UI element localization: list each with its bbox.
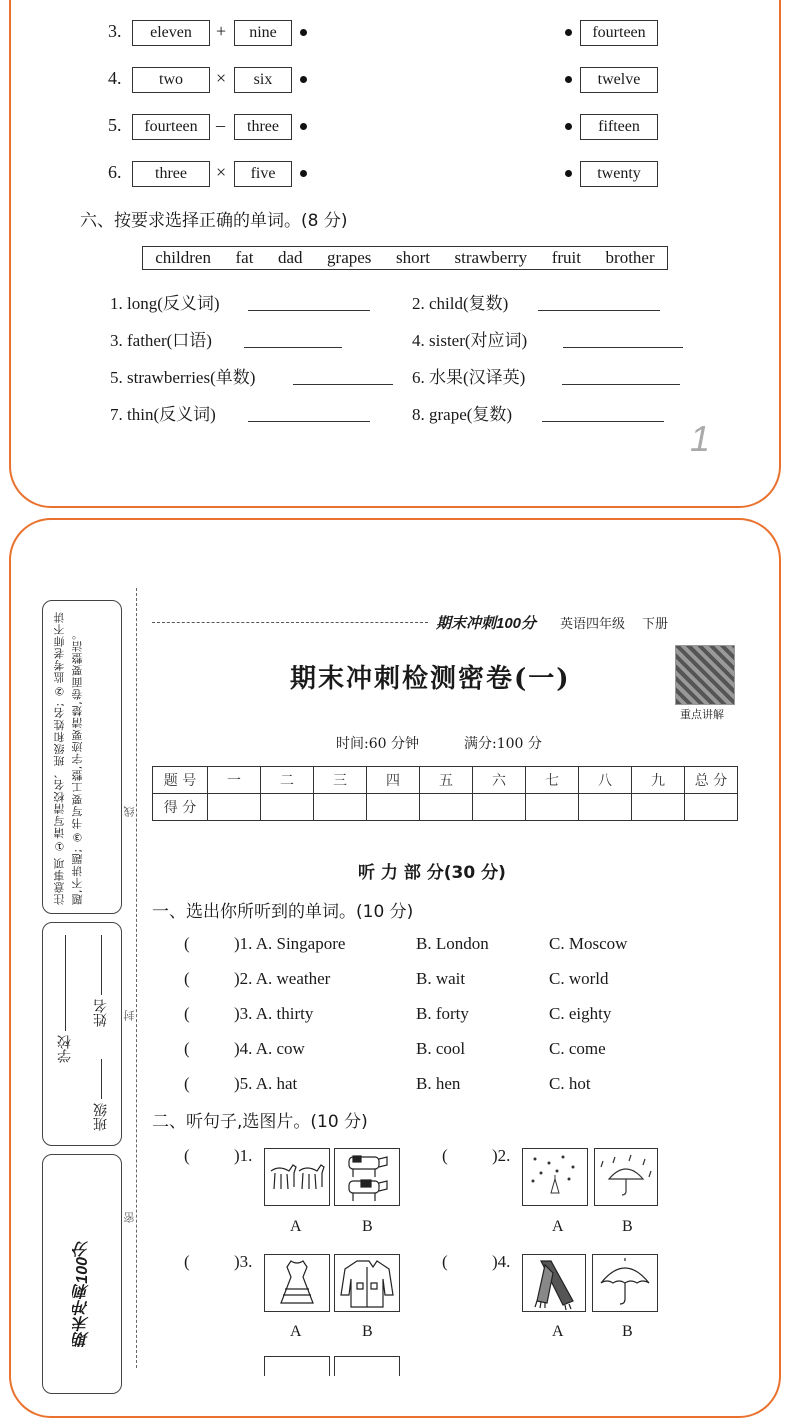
header-volume: 下册 (642, 617, 669, 632)
paren-open: ( (184, 969, 190, 988)
option-b-label: B (362, 1323, 373, 1340)
section-column-header: 七 (526, 767, 579, 794)
question-number: )4. (492, 1252, 511, 1271)
qr-code-icon[interactable] (675, 645, 735, 705)
header-subject: 英语四年级 (560, 617, 626, 632)
answer-blank[interactable] (248, 421, 370, 422)
name-blank[interactable] (101, 935, 102, 995)
match-dot-left[interactable] (300, 76, 307, 83)
section-column-header: 一 (208, 767, 261, 794)
option-b: B. wait (416, 969, 466, 988)
row-header: 得 分 (153, 794, 208, 821)
option-b-label: B (622, 1218, 633, 1235)
snow-picture[interactable] (522, 1148, 588, 1206)
word-bank-word: brother (605, 248, 655, 267)
item-7: 7. thin(反义词) (110, 405, 216, 424)
page-number: 1 (690, 418, 711, 459)
class-label: 班级 (93, 1103, 109, 1131)
option-b-label: B (622, 1323, 633, 1340)
paren-open: ( (184, 1004, 190, 1023)
question-number: )1. (234, 1146, 253, 1165)
operator: + (216, 21, 227, 41)
match-dot-right[interactable] (565, 123, 572, 130)
option-c: C. hot (549, 1074, 591, 1093)
question-number: 6. (108, 162, 122, 182)
question-number: 3. (108, 21, 122, 41)
operator: × (216, 162, 227, 182)
row-header: 题 号 (153, 767, 208, 794)
answer-box: twelve (580, 67, 658, 93)
qr-caption: 重点讲解 (680, 708, 724, 721)
item-2: 2. child(复数) (412, 294, 509, 313)
horses-picture[interactable] (264, 1148, 330, 1206)
question-number: )3. (234, 1252, 253, 1271)
match-dot-right[interactable] (565, 76, 572, 83)
option-a-label: A (290, 1323, 302, 1340)
header-brand: 期末冲刺100分 (436, 615, 537, 632)
answer-blank[interactable] (538, 310, 660, 311)
header-rule (152, 622, 428, 623)
option-c: C. eighty (549, 1004, 612, 1023)
option-a-label: A (552, 1323, 564, 1340)
section-column-header: 四 (367, 767, 420, 794)
match-dot-right[interactable] (565, 170, 572, 177)
score-table-header-row (153, 767, 738, 794)
paren-open: ( (184, 1252, 190, 1271)
answer-box: fourteen (580, 20, 658, 46)
student-info-box (42, 922, 122, 1146)
operand-b-box: nine (234, 20, 292, 46)
word-bank-word: children (155, 248, 211, 267)
paren-open: ( (184, 1146, 190, 1165)
operand-a-box: eleven (132, 20, 210, 46)
score-cell[interactable] (473, 794, 526, 821)
option-b: B. forty (416, 1004, 469, 1023)
answer-blank[interactable] (293, 384, 393, 385)
next-picture[interactable] (334, 1356, 400, 1376)
option-b: B. London (416, 934, 489, 953)
match-dot-right[interactable] (565, 29, 572, 36)
cut-mark-secret: 密 (123, 1212, 136, 1223)
word-bank (142, 246, 668, 270)
option-a: )3. A. thirty (234, 1004, 314, 1023)
cut-mark-line: 线 (123, 806, 136, 817)
option-c: C. Moscow (549, 934, 628, 953)
item-1: 1. long(反义词) (110, 294, 220, 313)
option-b: B. hen (416, 1074, 461, 1093)
paren-open: ( (184, 934, 190, 953)
word-bank-word: fat (235, 248, 254, 267)
option-c: C. world (549, 969, 609, 988)
umbrella-picture[interactable] (592, 1254, 658, 1312)
school-label: 学校 (57, 1035, 73, 1063)
operator: – (216, 115, 225, 135)
section-column-header: 八 (579, 767, 632, 794)
word-bank-word: grapes (327, 248, 372, 267)
answer-box: fifteen (580, 114, 658, 140)
score-cell[interactable] (314, 794, 367, 821)
paren-open: ( (184, 1039, 190, 1058)
section-one-title: 一、选出你所听到的单词。(10 分) (152, 902, 414, 922)
next-picture[interactable] (264, 1356, 330, 1376)
word-bank-word: fruit (551, 248, 581, 267)
side-brand: 期末冲刺100分 (74, 1241, 91, 1348)
option-b: B. cool (416, 1039, 466, 1058)
item-6: 6. 水果(汉译英) (412, 368, 526, 387)
option-a-label: A (552, 1218, 564, 1235)
score-cell[interactable] (420, 794, 473, 821)
cut-line (136, 588, 137, 1368)
score-cell[interactable] (685, 794, 738, 821)
jacket-picture[interactable] (334, 1254, 400, 1312)
item-3: 3. father(口语) (110, 331, 212, 350)
option-a-label: A (290, 1218, 302, 1235)
score-cell[interactable] (579, 794, 632, 821)
item-5: 5. strawberries(单数) (110, 368, 256, 387)
name-label: 姓名 (93, 999, 109, 1027)
section-six-title: 六、按要求选择正确的单词。(8 分) (80, 211, 348, 231)
answer-blank[interactable] (244, 347, 342, 348)
item-8: 8. grape(复数) (412, 405, 513, 424)
answer-blank[interactable] (562, 384, 680, 385)
listening-section-title: 听 力 部 分(30 分) (358, 863, 506, 883)
section-two-title: 二、听句子,选图片。(10 分) (152, 1112, 368, 1132)
operator: × (216, 68, 227, 88)
operand-a-box: three (132, 161, 210, 187)
notes-text: 注意事项 ①请写清校名、班级和姓名; ②监考老师不讲题,不讲题; ③书写要工整,字迹要清楚,卷面要整洁。 (53, 611, 84, 905)
answer-blank[interactable] (542, 421, 664, 422)
answer-blank[interactable] (248, 310, 370, 311)
operand-a-box: fourteen (132, 114, 210, 140)
section-column-header: 六 (473, 767, 526, 794)
score-cell[interactable] (632, 794, 685, 821)
paren-open: ( (184, 1074, 190, 1093)
match-dot-left[interactable] (300, 170, 307, 177)
score-cell[interactable] (261, 794, 314, 821)
score-cell[interactable] (367, 794, 420, 821)
brand-box (42, 1154, 122, 1394)
word-bank-word: strawberry (454, 248, 528, 267)
cows-picture[interactable] (334, 1148, 400, 1206)
answer-box: twenty (580, 161, 658, 187)
time-info: 时间:60 分钟 (336, 736, 419, 752)
section-column-header: 总 分 (685, 767, 738, 794)
rain-umbrella-picture[interactable] (594, 1148, 658, 1206)
section-column-header: 三 (314, 767, 367, 794)
operand-b-box: five (234, 161, 292, 187)
operand-a-box: two (132, 67, 210, 93)
operand-b-box: three (234, 114, 292, 140)
question-number: )2. (492, 1146, 511, 1165)
section-column-header: 五 (420, 767, 473, 794)
dress-picture[interactable] (264, 1254, 330, 1312)
operand-b-box: six (234, 67, 292, 93)
cut-mark-seal: 封 (123, 1010, 136, 1021)
answer-blank[interactable] (563, 347, 683, 348)
match-dot-left[interactable] (300, 123, 307, 130)
score-info: 满分:100 分 (464, 736, 542, 752)
option-a: )5. A. hat (234, 1074, 298, 1093)
question-number: 5. (108, 115, 122, 135)
section-column-header: 二 (261, 767, 314, 794)
paren-open: ( (442, 1146, 448, 1165)
option-a: )1. A. Singapore (234, 934, 346, 953)
exam-title: 期末冲刺检测密卷(一) (290, 664, 571, 694)
word-bank-word: dad (277, 248, 303, 267)
match-dot-left[interactable] (300, 29, 307, 36)
school-blank[interactable] (65, 935, 66, 1031)
scarf-picture[interactable] (522, 1254, 586, 1312)
notes-box (42, 600, 122, 914)
option-c: C. come (549, 1039, 606, 1058)
question-number: 4. (108, 68, 122, 88)
section-column-header: 九 (632, 767, 685, 794)
score-cell[interactable] (208, 794, 261, 821)
word-bank-word: short (395, 248, 430, 267)
option-b-label: B (362, 1218, 373, 1235)
paren-open: ( (442, 1252, 448, 1271)
score-table (152, 766, 738, 821)
class-blank[interactable] (101, 1059, 102, 1099)
option-a: )4. A. cow (234, 1039, 305, 1058)
item-4: 4. sister(对应词) (412, 331, 528, 350)
score-cell[interactable] (526, 794, 579, 821)
score-table-score-row (153, 794, 738, 821)
option-a: )2. A. weather (234, 969, 331, 988)
